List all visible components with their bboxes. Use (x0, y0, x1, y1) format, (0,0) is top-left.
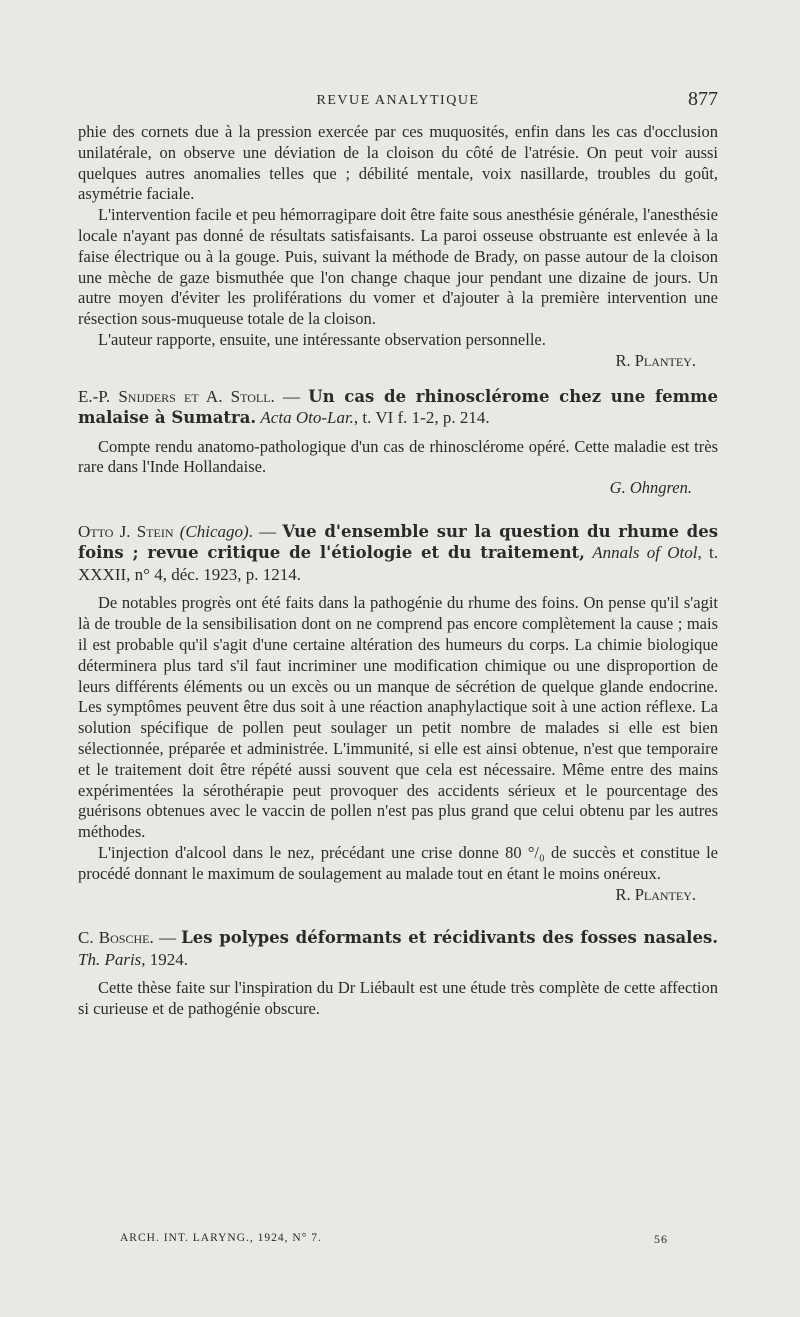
paragraph: L'auteur rapporte, ensuite, une intéressante observation personnelle. (98, 329, 546, 349)
reviewer-signature: R. Plantey. (615, 884, 696, 904)
entry-author: Otto J. Stein (78, 521, 180, 541)
entry-title: Un cas de rhinosclérome chez une femme malaise à Sumatra. (78, 386, 718, 428)
entry-reference: , t. XXXII, n° 4, déc. 1923, p. 1214. (78, 543, 719, 584)
footer-signature-number: 56 (654, 1232, 668, 1246)
entry-title: Vue d'ensemble sur la question du rhume des foins ; revue critique de l'étiologie et du traitement, (78, 521, 719, 563)
article-body (78, 122, 718, 1020)
entry-heading (78, 386, 718, 429)
paragraph: Compte rendu anatomo-pathologique d'un cas de rhinosclérome opéré. Cette maladie est très rare dans l'Inde Hollandaise. (78, 436, 718, 477)
entry-reference: , 1924. (141, 949, 189, 969)
paragraph: Cette thèse faite sur l'inspiration du Dr Liébault est une étude très complète de cette affection si curieuse et de pathogénie obscure. (78, 978, 718, 1019)
entry-journal: Annals of Otol (592, 543, 698, 563)
entry-journal: Acta Oto-Lar. (260, 408, 354, 428)
footer-journal-reference: ARCH. INT. LARYNG., 1924, N° 7. (120, 1232, 322, 1244)
entry-heading (78, 521, 718, 586)
entry-city: (Chicago) (179, 521, 249, 541)
page-footer (120, 1232, 668, 1244)
reviewer-signature: R. Plantey. (615, 350, 696, 370)
entry-authors: E.-P. Snijders et A. Stoll. — (78, 386, 309, 406)
entry-heading (78, 927, 718, 970)
entry-dash: . — (248, 521, 283, 541)
paragraph: L'intervention facile et peu hémorragipare doit être faite sous anesthésie générale, l'anesthésie locale n'ayant pas donné de résultats satisfaisants. La paroi osseuse obstruante est enlevée à la faise électrique ou à la gouge. Puis, suivant la méthode de Brady, on passe autour de la cloison une mèche de gaze bismuthée que l'on change chaque jour pendant une dizaine de jours. Un autre moyen d'éviter les proliférations du vomer et d'ajouter à la première intervention une résection sous-muqueuse totale de la cloison. (78, 205, 718, 329)
running-head: REVUE ANALYTIQUE (316, 93, 480, 108)
paragraph: De notables progrès ont été faits dans la pathogénie du rhume des foins. On pense qu'il s'agit là de trouble de la sensibilisation dont on ne comprend pas encore complètement la cause ; mais il est probable qu'il s'agit d'une certaine altération des humeurs du corps. La chimie biologique déterminera plus tard s'il faut incriminer une modification chimique ou une disproportion de leurs différents éléments ou un excès ou un manque de sécrétion de quelque glande endocrine. Les symptômes peuvent être dus soit à une réaction anaphylactique soit à une action réflexe. La solution spécifique de pollen peut soulager un petit nombre de malades si elle est bien sélectionnée, préparée et administrée. L'immunité, si elle est ainsi obtenue, n'est que temporaire et le traitement doit être répété aussi souvent que cela est nécessaire. Même entre des mains expérimentées la sérothérapie peut provoquer des accidents sérieux et le pourcentage des guérisons obtenues avec le vaccin de pollen n'est pas plus grand que celui obtenu par les autres méthodes. (78, 593, 718, 842)
entry-title: Les polypes déformants et récidivants des fosses nasales. (181, 928, 718, 948)
paragraph: phie des cornets due à la pression exercée par ces muquosités, enfin dans les cas d'occlusion unilatérale, on observe une déviation de la cloison du côté de l'atrésie. On peut voir aussi quelques autres anomalies telles que ; débilité mentale, voix nasillarde, troubles du goût, asymétrie faciale. (78, 122, 718, 204)
page-number: 877 (688, 88, 718, 110)
entry-journal: Th. Paris (78, 949, 142, 969)
entry-author: C. Bosche. — (78, 928, 182, 948)
paragraph: L'injection d'alcool dans le nez, précédant une crise donne 80 °/₀ de succès et constitue le procédé donnant le maximum de soulagement au malade tout en étant le moins onéreux. (78, 843, 718, 883)
page-header (78, 88, 718, 118)
entry-reference: , t. VI f. 1-2, p. 214. (353, 408, 490, 428)
reviewer-signature: G. Ohngren. (609, 478, 692, 498)
